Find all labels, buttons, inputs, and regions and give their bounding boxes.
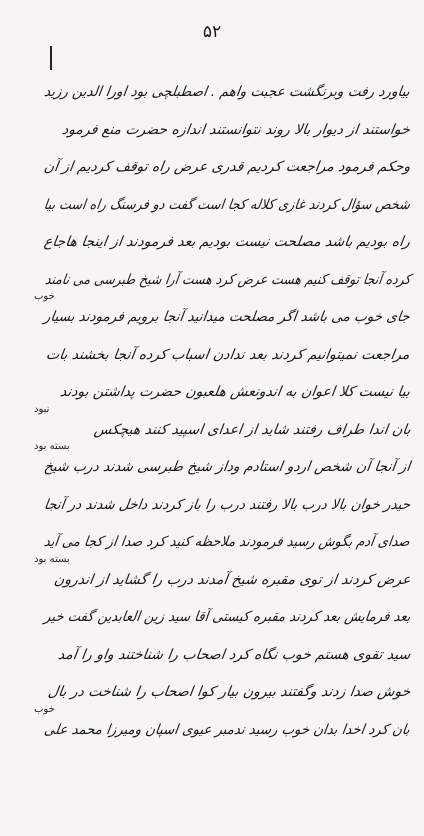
text-line xyxy=(38,674,410,712)
line-text: بیاورد رفت وبرنگشت عجبت واهم . اصطبلچی بود اورا الدین رزید xyxy=(43,84,412,100)
line-text: وحکم فرمود مراجعت کردیم قدری عرض راه توقف کردیم از آن xyxy=(42,159,412,175)
line-text: راه بودیم باشد مصلحت نیست بودیم بعد فرمودند از اینجا هاجاع xyxy=(43,234,412,250)
text-line xyxy=(34,291,412,337)
line-text: عرض کردند از توی مقبره شیخ آمدند درب را گشاید از اندرون xyxy=(52,571,412,588)
margin-note: نبود xyxy=(34,403,50,415)
line-text: کرده آنجا توقف کنیم هست عرض کرد هست آرا شیخ طبرسی می نامند xyxy=(43,271,412,288)
line-text: صدای آدم بگوش رسید فرمودند ملاحظه کنید کرد صدا از کجا می آید xyxy=(43,534,412,550)
text-line xyxy=(38,337,410,375)
line-text: خواستند از دیوار بالا روند نتوانستند اندازه حضرت منع فرمود xyxy=(61,121,412,138)
line-text: بیا نیست کلا اعوان به اندونعش هلعبون حضرت پداشتن بودند xyxy=(59,384,412,400)
margin-mark xyxy=(50,46,52,70)
text-line xyxy=(38,374,410,412)
text-line xyxy=(34,703,412,750)
manuscript-text xyxy=(34,74,412,749)
text-line xyxy=(38,149,410,187)
text-line xyxy=(34,403,412,450)
text-line xyxy=(34,441,412,487)
line-text: حیدر خوان بالا درب بالا رفتند درب را باز کردند داخل شدند در آنجا xyxy=(43,496,412,513)
margin-note: خوب xyxy=(34,703,55,715)
text-line xyxy=(38,637,410,675)
line-text: از آنجا آن شخص اردو استادم وداز شیخ طبرسی شدند درب شیخ xyxy=(42,459,412,475)
line-text: بعد فرمایش بعد کردند مقبره کیستی آقا سید زین العابدین گفت خیر xyxy=(42,609,412,625)
line-text: خوش صدا زدند وگفتند بیرون بیار کوا اصحاب را شناخت در بال xyxy=(46,684,412,700)
text-line xyxy=(38,74,410,112)
line-text: مراجعت نمیتوانیم کردند بعد ندادن اسباب کرده آنجا بخشند بات xyxy=(45,346,412,363)
line-text: سید تقوی هستم خوب نگاه کرد اصحاب را شناختند واو را آمد xyxy=(56,646,412,663)
text-line xyxy=(34,553,412,600)
line-text: جای خوب می باشد اگر مصلحت میدانید آنجا برویم فرمودند بسیار xyxy=(43,309,412,325)
margin-note: بسته بود xyxy=(34,553,70,565)
text-line xyxy=(38,224,410,262)
margin-note: بسته بود xyxy=(34,441,70,452)
line-text: شخص سؤال کردند غازی کلاله کجا است گفت دو فرسنگ راه است بیا xyxy=(43,196,412,213)
line-text: بان کرد اخدا بدان خوب رسید ندمبر عیوی اسپان ومیرزا محمد علی xyxy=(43,721,412,738)
line-text: بان اندا طراف رفتند شاید از اعدای اسپید کنند هیچکس xyxy=(92,421,412,438)
text-line xyxy=(38,112,410,150)
page-number: ۵۲ xyxy=(202,22,222,42)
text-line xyxy=(38,187,410,225)
margin-note: خوب xyxy=(34,291,55,302)
text-line xyxy=(38,524,410,562)
text-line xyxy=(38,599,410,637)
text-line xyxy=(38,487,410,525)
text-line xyxy=(38,262,410,300)
